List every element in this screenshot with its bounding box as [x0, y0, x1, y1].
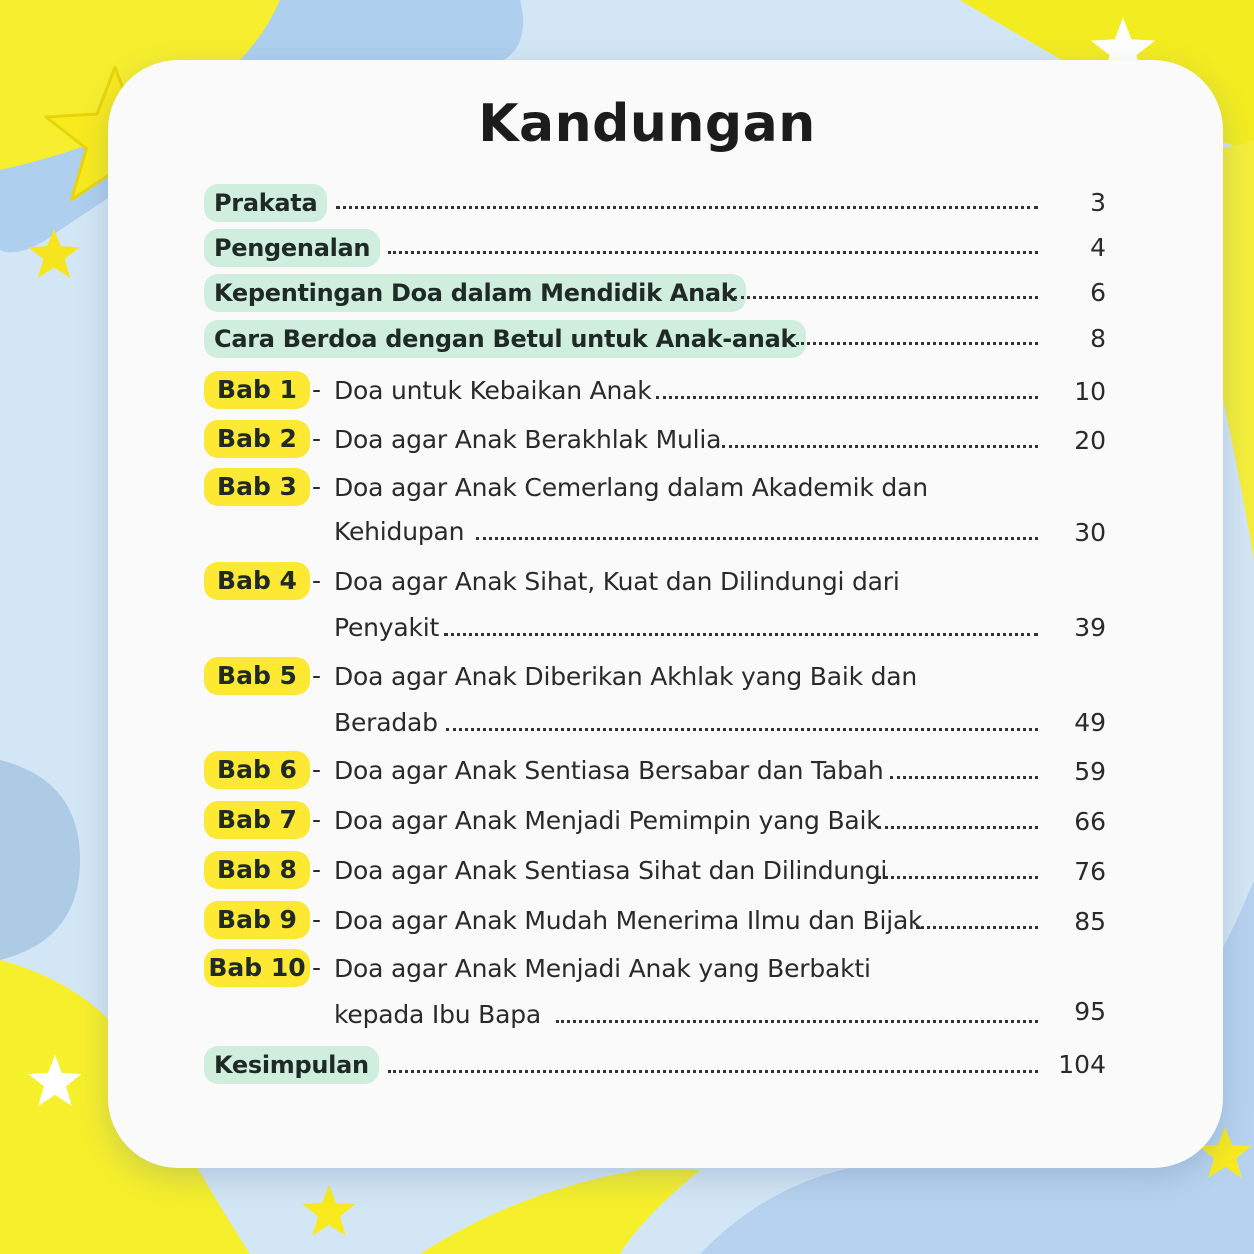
page-number: 59 [1074, 757, 1106, 786]
page-number: 8 [1090, 324, 1106, 353]
toc-entry [0, 1044, 1254, 1088]
toc-entry [0, 560, 1254, 650]
chapter-title: Doa agar Anak Sihat, Kuat dan Dilindungi dari [334, 567, 900, 596]
toc-entry [0, 418, 1254, 462]
chapter-title-continued: Penyakit [334, 613, 440, 642]
toc-entry [0, 318, 1254, 362]
page-number: 10 [1074, 377, 1106, 406]
star-icon [300, 1182, 358, 1240]
toc-entry [0, 947, 1254, 1037]
page-number: 4 [1090, 233, 1106, 262]
chapter-badge: Bab 4 [204, 562, 310, 600]
dot-leader [878, 826, 1038, 829]
toc-entry [0, 749, 1254, 793]
page-number: 104 [1058, 1050, 1106, 1079]
separator: - [312, 855, 322, 884]
dot-leader [916, 926, 1038, 929]
dot-leader [388, 251, 1038, 254]
toc-label: Prakata [204, 184, 327, 222]
dot-leader [556, 1020, 1038, 1023]
chapter-title: Doa agar Anak Berakhlak Mulia [334, 425, 722, 454]
page-number: 39 [1074, 613, 1106, 642]
dot-leader [388, 1070, 1038, 1073]
chapter-title: Doa agar Anak Mudah Menerima Ilmu dan Bijak [334, 906, 923, 935]
separator: - [312, 953, 322, 982]
separator: - [312, 661, 322, 690]
page-number: 76 [1074, 857, 1106, 886]
dot-leader [734, 296, 1038, 299]
dot-leader [656, 396, 1038, 399]
chapter-badge: Bab 7 [204, 801, 310, 839]
separator: - [312, 375, 322, 404]
chapter-badge: Bab 2 [204, 420, 310, 458]
chapter-badge: Bab 5 [204, 657, 310, 695]
separator: - [312, 472, 322, 501]
chapter-badge: Bab 10 [204, 949, 310, 987]
dot-leader [796, 342, 1038, 345]
separator: - [312, 755, 322, 784]
chapter-badge: Bab 6 [204, 751, 310, 789]
chapter-title: Doa agar Anak Cemerlang dalam Akademik dan [334, 473, 928, 502]
toc-label: Cara Berdoa dengan Betul untuk Anak-anak [204, 320, 806, 358]
chapter-badge: Bab 3 [204, 468, 310, 506]
dot-leader [878, 876, 1038, 879]
page-number: 95 [1074, 997, 1106, 1026]
toc-entry [0, 227, 1254, 271]
page-number: 49 [1074, 708, 1106, 737]
toc-label: Kesimpulan [204, 1046, 379, 1084]
chapter-title-continued: kepada Ibu Bapa [334, 1000, 541, 1029]
chapter-title: Doa untuk Kebaikan Anak [334, 376, 652, 405]
chapter-badge: Bab 1 [204, 371, 310, 409]
chapter-title-continued: Beradab [334, 708, 438, 737]
toc-entry [0, 466, 1254, 556]
toc-entry [0, 655, 1254, 745]
separator: - [312, 424, 322, 453]
toc-entry [0, 272, 1254, 316]
dot-leader [722, 445, 1038, 448]
page-number: 85 [1074, 907, 1106, 936]
dot-leader [890, 776, 1038, 779]
page-number: 30 [1074, 518, 1106, 547]
chapter-badge: Bab 9 [204, 901, 310, 939]
dot-leader [444, 633, 1038, 636]
toc-label: Pengenalan [204, 229, 380, 267]
page-number: 3 [1090, 188, 1106, 217]
dot-leader [336, 206, 1038, 209]
chapter-title-continued: Kehidupan [334, 517, 465, 546]
toc-entry [0, 182, 1254, 226]
toc-entry [0, 369, 1254, 413]
toc-label: Kepentingan Doa dalam Mendidik Anak [204, 274, 746, 312]
page-number: 66 [1074, 807, 1106, 836]
toc-entry [0, 899, 1254, 943]
chapter-title: Doa agar Anak Menjadi Anak yang Berbakti [334, 954, 871, 983]
separator: - [312, 905, 322, 934]
toc-entry [0, 849, 1254, 893]
separator: - [312, 566, 322, 595]
separator: - [312, 805, 322, 834]
toc-entry [0, 799, 1254, 843]
chapter-badge: Bab 8 [204, 851, 310, 889]
chapter-title: Doa agar Anak Sentiasa Bersabar dan Tabah [334, 756, 884, 785]
chapter-title: Doa agar Anak Menjadi Pemimpin yang Baik [334, 806, 881, 835]
page-title: Kandungan [478, 94, 816, 154]
dot-leader [476, 537, 1038, 540]
chapter-title: Doa agar Anak Sentiasa Sihat dan Dilindungi [334, 856, 888, 885]
page-number: 6 [1090, 278, 1106, 307]
chapter-title: Doa agar Anak Diberikan Akhlak yang Baik dan [334, 662, 918, 691]
page-number: 20 [1074, 426, 1106, 455]
dot-leader [446, 728, 1038, 731]
